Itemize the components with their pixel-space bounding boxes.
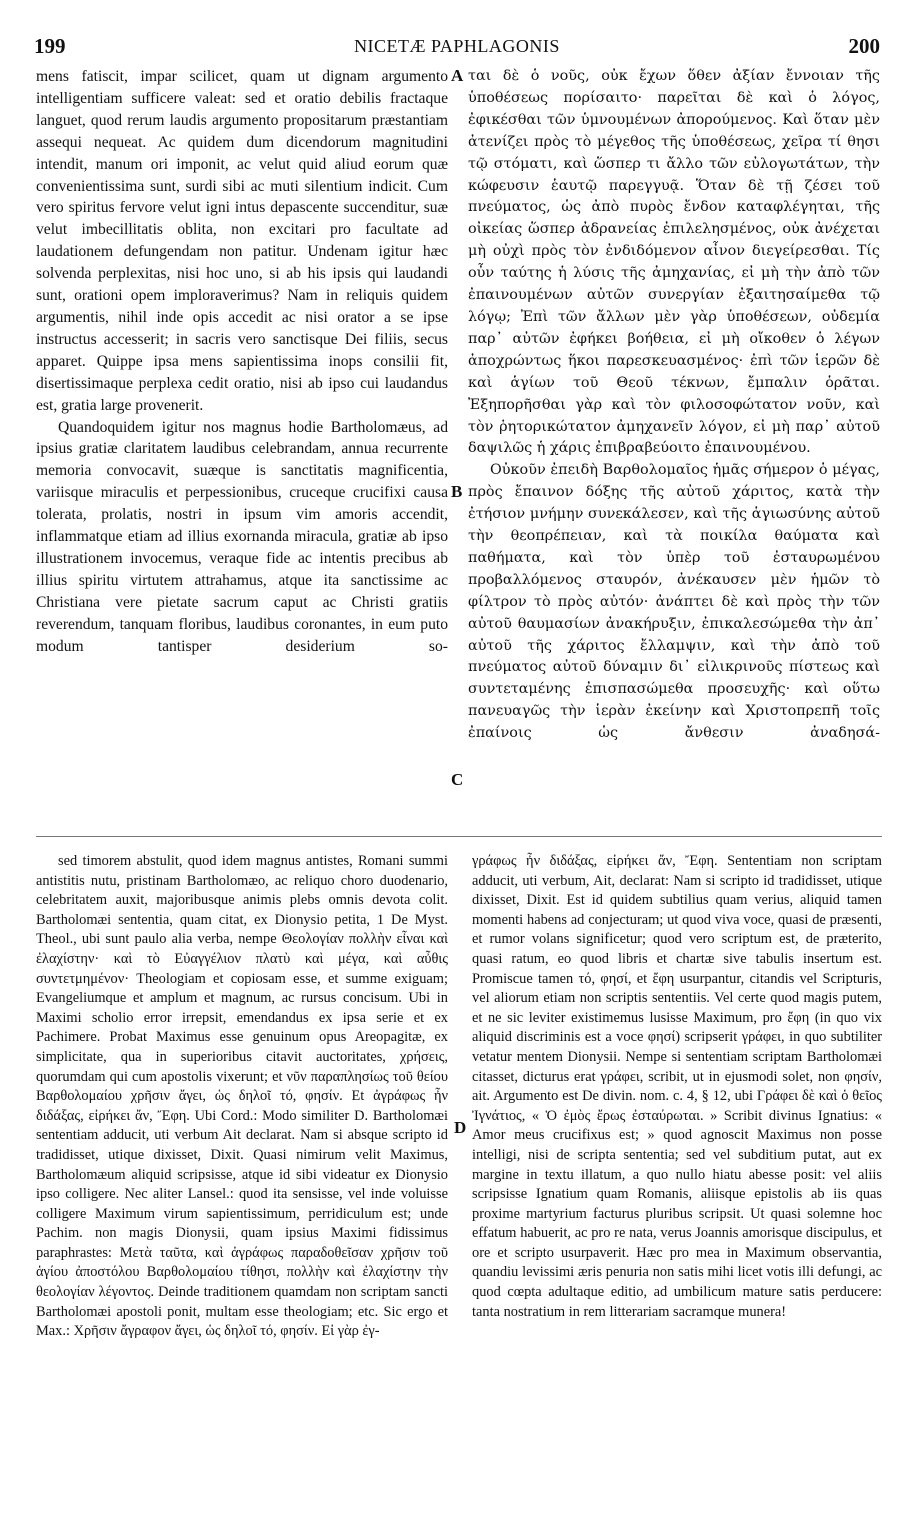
greek-text-column [468,66,880,745]
running-title: NICETÆ PAPHLAGONIS [354,36,560,56]
latin-paragraph-1: mens fatiscit, impar scilicet, quam ut dignam argumento intelligentiam sufficere valeat: sed et oratio debilis fractaque languet, quod rerum laudis argumento propositarum præstantiam assequi nequeat. Ac quidem dum dicendorum magnitudini intendit, manum ori imponit, ac velut quid aliud eorum quæ convenientissima sunt, surdi sibi ac muti silentium indicit. Cum vero spiritus fervore velut igni intus depascente succenditur, suæ velut imbecillitatis oblita, non excitari pro facultate ad laudationem defungendam non patitur. Undenam igitur hæc solvenda perplexitas, nisi hoc uno, si ab his ipsis qui laudandi sunt, orationi opem imploraverimus? Nam in reliquis quidem argumentis, nihil inde opis accedit ac nisi orator a se ipse instructus accesserit; in sacris vero sanctisque Dei filiis, secus apparet. Quippe ipsa mens sapientissima inops consilii fit, disertissimaque perplexa cedit oratio, nisi ab ipso cui laudandus est, gratia large provenerit. [36,68,448,414]
latin-paragraph-2: Quandoquidem igitur nos magnus hodie Bartholomæus, ad ipsius gratiæ claritatem laudibus celebrandam, annua recurrente memoria convocavit, suæque is sanctitatis magnificentia, variisque miraculis et perpessionibus, cruceque crucifixi causa tolerata, prolatis, nostri in ipsum vim amoris accendit, inflammatque etiam ad illius exornanda miracula, gratiæ ab ipso illustrationem invocemus, veraque fide ac intentis precibus ab illius spiritu virtutem attrahamus, atque ita sanctissime ac Christiana vere pietate sacrum caput ac Christi gratiis reverendum, tanquam floribus, laudibus coronantes, in eum puto modum tantisper desiderium so- [36,418,448,655]
notes-left-column [36,852,448,1342]
greek-paragraph-1: ται δὲ ὁ νοῦς, οὐκ ἔχων ὅθεν ἀξίαν ἔννοιαν τῆς ὑποθέσεως πορίσαιτο· παρεῖται δὲ καὶ ὁ λόγος, ἐφικέσθαι τῶν ὑμνουμένων ἀπορούμενος. Καὶ ὅταν μὲν ἀτενίζει πρὸς τὸ μέγεθος τῆς ὑποθέσεως, χεῖρα τί θησι τῷ στόματι, καὶ ὥσπερ τι ἄλλο τῶν εὐλογωτάτων, τὴν κώφευσιν ἑαυτῷ παρεγγυᾷ. Ὅταν δὲ τῇ ζέσει τοῦ πνεύματος, ὡς ἀπὸ πυρὸς ἔνδον καταφλέγηται, τῆς οἰκείας ὥσπερ ἀδρανείας ἐπιλελησμένος, οὐκ ἀνέχεται μὴ οὐχὶ πρὸς τὸν ἐνδιδόμενον αἶνον διεγείρεσθαι. Τίς οὖν ταύτης ἡ λύσις τῆς ἀμηχανίας, εἰ μὴ τὴν ἀπὸ τῶν ἐπαινουμένων αὐτῶν συνεργίαν ἐξαιτησαίμεθα τῷ λόγῳ; Ἐπὶ τῶν ἄλλων μὲν γὰρ ὑποθέσεων, οὐδεμία παρ᾽ αὐτῶν ἐφήκει βοήθεια, εἰ μὴ οἴκοθεν ὁ λέγων ἀποχρώντως ἥκοι παρεσκευασμένος· ἐπὶ τῶν ἱερῶν δὲ καὶ ἁγίων τοῦ Θεοῦ τέκνων, ἔμπαλιν ὁρᾶται. Ἐξηπορῆσθαι γὰρ καὶ τὸν φιλοσοφώτατον νοῦν, καὶ τὸν ῥητορικώτατον ἀμηχανεῖν λόγον, εἰ μὴ παρ᾽ αὐτοῦ δαψιλῶς ἡ χάρις ἐπιβραβεύοιτο ἐπαινουμένου. [468,68,880,457]
margin-letter-c: C [451,770,464,789]
notes-right-text: γράφως ἦν διδάξας, εἰρήκει ἄν, Ἔφη. Sententiam non scriptam adducit, uti verbum, Ait, declarat: Nam si scripto id tradidisset, utique dixisset, Dixit. Est id quidem subtilius quam verius, aliquid tamen momenti habens ad conjecturam; ut quod viva voce, quasi de præsenti, et rumor volans significetur; quod vero scriptum est, de præterito, quasi ratum, eo quod libris et chartæ sive tabulis insertum est. Promiscue tamen τό, φησί, et ἔφη usurpantur, citandis vel Scripturis, vel aliorum etiam non scriptis sententiis. Vel certe quod magis putem, et ne sic leviter existimemus lusisse Maximum, pro ἔφη (in quo vix aliquid discriminis est a voce φησί) scripserit γράφει, in quo subtiliter vetatur mentem Dionysii. Nempe si sententiam scriptam Bartholomæi citasset, dicturus erat γράφει, scribit, ut in ejusmodi solet, non φησίν, ait. Argumento est De divin. nom. c. 4, § 12, ubi Γράφει δὲ καὶ ὁ θεῖος Ἰγνάτιος, « Ὁ ἐμὸς ἔρως ἐσταύρωται. » Scribit divinus Ignatius: « Amor meus crucifixus est; » quod agnoscit Maximus non posse intelligi, nisi de scripta sententia; sed vel subditium putat, aut ex margine in textu illatum, a quo nullo hiatu abesse posit: vel aliis scripsisse Ignatium quam Romanis, aliisque epistolis ab iis quas proxime martyrium facturus pluribus scripsit. Ut quasi solemne hoc effatum habuerit, ac pro re nata, verus Joannis amorisque discipulus, et ore et scripto usurpaverit. Hæc pro mea in Maximum observantia, quandiu levissimi æris penuria non satis mihi licet votis illi defungi, ac quod cœpta adultaque editio, ad umbilicum mature satis perducere: tanta nostratium in rem litterariam sacramque munera! [472,853,882,1320]
margin-letter-b: B [451,482,463,501]
notes-divider [36,836,882,837]
margin-letter-a: A [451,66,464,85]
page-number-right: 200 [848,34,880,58]
latin-text-column [36,66,448,657]
page-number-left: 199 [34,34,66,58]
running-header [34,34,880,58]
notes-left-text: sed timorem abstulit, quod idem magnus antistes, Romani summi antistitis nutu, pristinam Bartholomæo, ac reliquo choro duodenario, celebritatem auxit, majoribusque animis plebs omnis devota colit. Bartholomæi sententia, quam citat, ex Dionysio petita, 1 De Myst. Theol., ubi sunt paulo alia verba, nempe Θεολογίαν πολλὴν εἶναι καὶ ἐλαχίστην· καὶ τὸ Εὐαγγέλιον πλατὺ καὶ μέγα, καὶ αὖθις συντετμημένον· Theologiam et copiosam esse, et summe exiguam; Evangeliumque et amplum et magnum, ac rursus concisum. Ubi in Maximi scholio error irrepsit, emendandus ex ipsa serie et ex Pachimere. Probat Maximus esse genuinum opus Areopagitæ, ex simplicitate, qua in superioribus citavit auctoritates, χρήσεις, quorumdam qui cum apostolis vixerunt; et νῦν παραπλησίως τοῦ θείου Βαρθολομαίου χρῆσιν ἄγει, ὡς δηλοῖ τό, φησίν. Et ἀγράφως ἦν διδάξας, εἰρήκει ἄν, Ἔφη. Ubi Cord.: Modo similiter D. Bartholomæi sententiam adducit, uti verbum Ait declarat. Nam si absque scripto id tradidisset, utique dixisset, Dixit. Quasi nimirum velit Maximus, Bartholomæum aliquid scripsisse, atque id sibi videatur ex Dionysio ipso colligere. Nec aliter Lansel.: quod ita sensisse, vel inde voluisse colligere Maximum virum sapientissimum, perridiculum est; unde Pachim. non magis Dionysii, quam ipsius Maximi fidissimus paraphrastes: Μετὰ ταῦτα, καὶ ἀγράφως παραδοθεῖσαν χρῆσιν τοῦ ἁγίου ἀποστόλου Βαρθολομαίου τίθησι, πολλὴν καὶ ἐλαχίστην τὴν θεολογίαν λέγοντος. Deinde traditionem quamdam non scriptam sancti Bartholomæi apostoli ponit, multam esse theologiam; etc. Sic ergo et Max.: Χρῆσιν ἄγραφον ἄγει, ὡς δηλοῖ τό, φησίν. Εἰ γὰρ ἐγ- [36,853,448,1340]
greek-paragraph-2: Οὐκοῦν ἐπειδὴ Βαρθολομαῖος ἡμᾶς σήμερον ὁ μέγας, πρὸς ἔπαινον δόξης τῆς αὐτοῦ χάριτος, κατὰ τὴν ἐτήσιον μνήμην συνεκάλεσεν, καὶ τῆς ἁγιωσύνης αὐτοῦ τὴν θεοπρέπειαν, καὶ τὰ ποικίλα θαύματα καὶ παθήματα, καὶ τὸν ὑπὲρ τοῦ ἐσταυρωμένου προβαλλόμενος σταυρόν, ἀνέκαυσεν μὲν ἡμῶν τὸ φίλτρον τὸ πρὸς αὐτόν· ἀνάπτει δὲ καὶ πρὸς τὴν τῶν αὐτοῦ θαυμασίων ἀνακήρυξιν, ἐπικαλεσώμεθα τὴν ἀπ᾽ αὐτοῦ τῆς χάριτος ἔλλαμψιν, καὶ τὴν ἀπὸ τοῦ πνεύματος αὐτοῦ δύναμιν δι᾽ εἰλικρινοῦς πίστεως καὶ συντεταμένης ἐπισπασώμεθα προσευχῆς· καὶ οὕτω πανευαγῶς τὴν ἱερὰν ἐκείνην καὶ Χριστοπρεπῆ τοῖς ἐπαίνοις ὡς ἄνθεσιν ἀναδησά- [468,462,880,742]
margin-letter-d: D [454,1118,467,1137]
notes-right-column [472,852,882,1322]
